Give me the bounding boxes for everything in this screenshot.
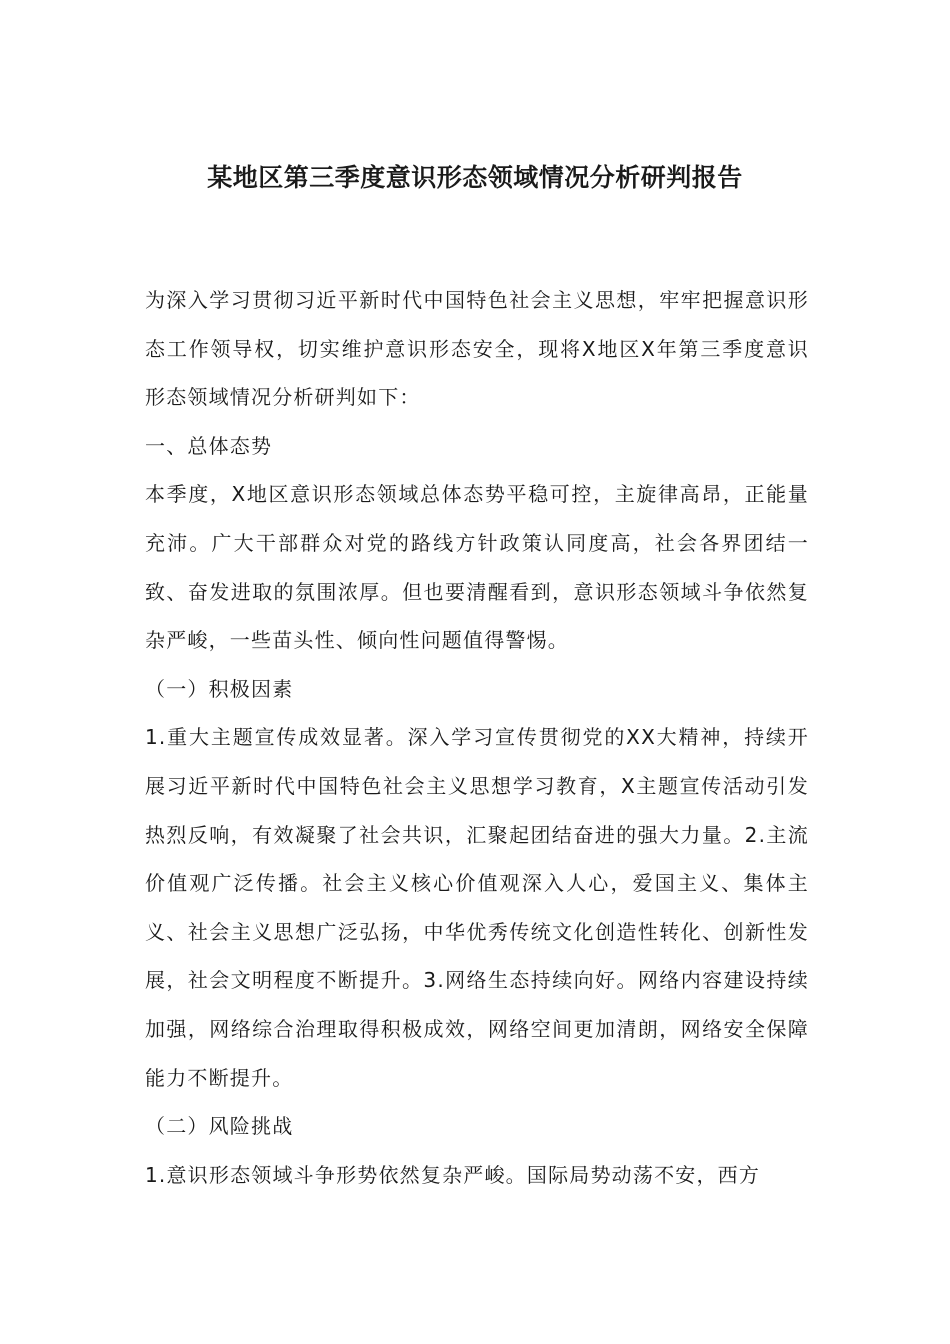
document-body <box>145 276 809 1199</box>
subsection-heading-positive: （一）积极因素 <box>145 676 294 701</box>
risks-paragraph: 1.意识形态领域斗争形势依然复杂严峻。国际局势动荡不安，西方 <box>145 1162 761 1187</box>
subsection-heading-risks: （二）风险挑战 <box>145 1114 294 1139</box>
section-heading-overall: 一、总体态势 <box>145 433 273 458</box>
overall-paragraph: 本季度，X地区意识形态领域总体态势平稳可控，主旋律高昂，正能量充沛。广大干部群众对党的路线方针政策认同度高，社会各界团结一致、奋发进取的氛围浓厚。但也要清醒看到，意识形态领域斗争依然复杂严峻，一些苗头性、倾向性问题值得警惕。 <box>145 482 809 653</box>
intro-paragraph: 为深入学习贯彻习近平新时代中国特色社会主义思想，牢牢把握意识形态工作领导权，切实维护意识形态安全，现将X地区X年第三季度意识形态领域情况分析研判如下： <box>145 288 809 410</box>
document-title: 某地区第三季度意识形态领域情况分析研判报告 <box>207 163 743 192</box>
positive-paragraph: 1.重大主题宣传成效显著。深入学习宣传贯彻党的XX大精神，持续开展习近平新时代中国特色社会主义思想学习教育，X主题宣传活动引发热烈反响，有效凝聚了社会共识，汇聚起团结奋进的强大力量。2.主流价值观广泛传播。社会主义核心价值观深入人心，爱国主义、集体主义、社会主义思想广泛弘扬，中华优秀传统文化创造性转化、创新性发展，社会文明程度不断提升。3.网络生态持续向好。网络内容建设持续加强，网络综合治理取得积极成效，网络空间更加清朗，网络安全保障能力不断提升。 <box>145 725 809 1090</box>
